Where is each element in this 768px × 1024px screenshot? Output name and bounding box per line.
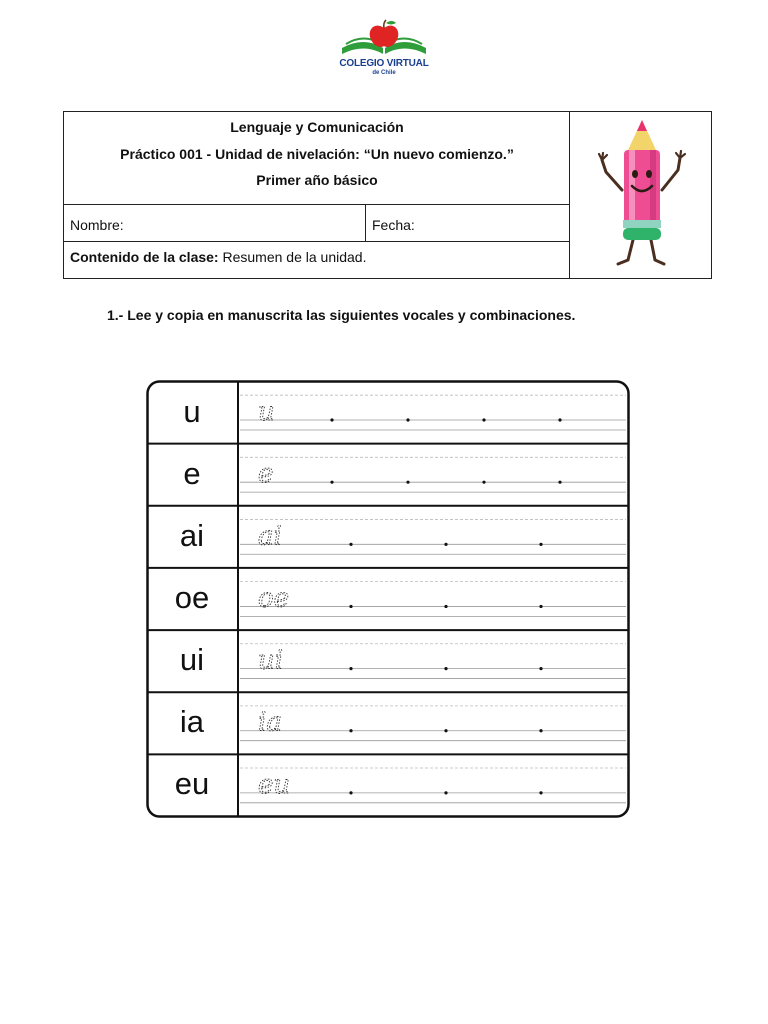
practice-title: Práctico 001 - Unidad de nivelación: “Un nuevo comienzo.”: [120, 146, 514, 162]
cursive-model: eu: [258, 769, 291, 800]
illustration-cell: [570, 112, 711, 278]
baseline-dot: [482, 418, 485, 421]
row-print-label: ia: [179, 704, 205, 740]
baseline-dot: [444, 605, 447, 608]
name-label: Nombre:: [70, 217, 124, 233]
baseline-dot: [558, 481, 561, 484]
cursive-model: oe: [258, 583, 290, 614]
baseline-dot: [558, 418, 561, 421]
title-cell: [64, 112, 570, 205]
cursive-model: u: [258, 397, 275, 428]
cursive-model: ai: [258, 521, 282, 552]
header-table: [63, 111, 712, 279]
handwriting-worksheet: [146, 380, 630, 818]
date-field[interactable]: [366, 205, 570, 242]
apple-book-icon: [336, 18, 432, 60]
cursive-model: ui: [258, 645, 284, 676]
baseline-dot: [349, 667, 352, 670]
baseline-dot: [406, 418, 409, 421]
baseline-dot: [539, 729, 542, 732]
baseline-dot: [539, 605, 542, 608]
baseline-dot: [349, 729, 352, 732]
baseline-dot: [444, 729, 447, 732]
baseline-dot: [444, 543, 447, 546]
row-print-label: u: [183, 393, 201, 429]
baseline-dot: [349, 605, 352, 608]
school-logo: [336, 18, 432, 80]
baseline-dot: [406, 481, 409, 484]
row-print-label: eu: [174, 766, 210, 802]
content-cell: [64, 242, 570, 278]
pencil-character-icon: [570, 112, 711, 278]
baseline-dot: [482, 481, 485, 484]
baseline-dot: [539, 543, 542, 546]
row-print-label: oe: [174, 580, 210, 615]
date-label: Fecha:: [372, 217, 415, 233]
row-print-label: ai: [179, 517, 205, 553]
baseline-dot: [444, 791, 447, 794]
row-print-label: e: [183, 455, 201, 491]
baseline-dot: [349, 543, 352, 546]
baseline-dot: [330, 481, 333, 484]
cursive-model: ia: [258, 707, 282, 738]
grade-title: Primer año básico: [256, 172, 378, 188]
baseline-dot: [349, 791, 352, 794]
subject-title: Lenguaje y Comunicación: [230, 119, 404, 135]
logo-subtitle: de Chile: [372, 70, 396, 76]
baseline-dot: [539, 667, 542, 670]
logo-title: COLEGIO VIRTUAL: [339, 58, 429, 69]
cursive-model: e: [258, 459, 274, 490]
baseline-dot: [539, 791, 542, 794]
content-value: Resumen de la unidad.: [218, 249, 367, 265]
instruction-text: 1.- Lee y copia en manuscrita las siguientes vocales y combinaciones.: [107, 307, 576, 323]
name-field[interactable]: [64, 205, 366, 242]
content-label: Contenido de la clase:: [70, 249, 219, 265]
baseline-dot: [444, 667, 447, 670]
row-print-label: ui: [179, 642, 205, 678]
baseline-dot: [330, 418, 333, 421]
